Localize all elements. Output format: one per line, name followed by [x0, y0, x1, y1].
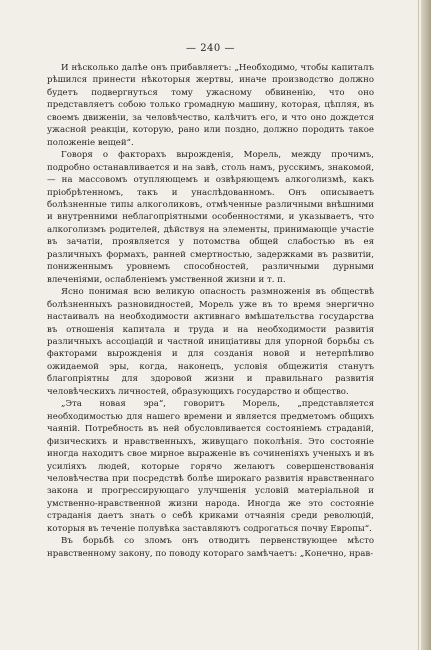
body-text — [47, 62, 374, 560]
paragraph-2: Говоря о факторахъ вырожденія, Морель, между прочимъ, подробно останавливается и на завѣ, столь намъ, русскимъ, знакомой,— на массовомъ отупляющемъ и озвѣряющемъ алкоголизмѣ, какъ пріобрѣтенномъ, такъ и унаслѣдованномъ. Онъ описываетъ болѣзненные типы алкоголиковъ, отмѣченные различными внѣшними и внутренними неблагопріятными особенностями, и указываетъ, что алкоголизмъ родителей, дѣйствуя на элементы, принимающіе участіе въ зачатіи, проявляется у потомства общей слабостью въ ея различныхъ формахъ, ранней смертностью, задержками въ развитіи, пониженнымъ уровнемъ способностей, различными дурными влеченіями, ослабленіемъ умственной жизни и т. п. — [47, 150, 374, 285]
paragraph-4: „Эта новая эра“, говоритъ Морель, „представляется необходимостью для нашего времени и является предметомъ общихъ чаяній. Потребность въ ней обусловливается состояніемъ страданій, физическихъ и нравственныхъ, живущаго поколѣнія. Это состояніе иногда находитъ свое мирное выраженіе въ сочиненіяхъ ученыхъ и въ усиліяхъ людей, которые горячо желаютъ совершенствованія человѣчества при посредствѣ болѣе широкаго развитія нравственнаго закона и прогрессирующаго улучшенія условій матеріальной и умственно-нравственной жизни народа. Иногда же это состояніе страданія даетъ знать о себѣ криками отчаянія среди революцій, которыя въ теченіе полувѣка заставляютъ содрогаться почву Европы“. — [47, 399, 374, 534]
paragraph-5: Въ борьбѣ со зломъ онъ отводитъ первенствующее мѣсто нравственному закону, по поводу котораго замѣчаетъ: „Конечно, нрав- — [47, 536, 374, 559]
paragraph-3: Ясно понимая всю великую опасность размноженія въ обществѣ болѣзненныхъ разновидностей, Морель уже въ то время энергично настаивалъ на необходимости активнаго вмѣшательства государства въ отношенія капитала и труда и на необходимости развитія различныхъ ассоціацій и частной иниціативы для упорной борьбы съ факторами вырожденія и для созданія новой и нетерпѣливо ожидаемой эры, когда, наконецъ, условія общежитія станутъ благопріятны для здоровой жизни и правильнаго развитія человѣческихъ личностей, образующихъ государство и общество. — [47, 287, 374, 397]
page-edge-line — [418, 0, 419, 650]
page-number: — 240 — — [186, 43, 235, 54]
page-edge — [421, 0, 431, 650]
paragraph-1: И нѣсколько далѣе онъ прибавляетъ: „Необходимо, чтобы капиталъ рѣшился принести нѣкоторыя жертвы, иначе производство должно будетъ подвергнуться тому ужасному обвиненію, что оно представляетъ собою только громадную машину, которая, цѣпляя, въ своемъ движеніи, за человѣчество, калѣчитъ его, и что оно дождется ужасной реакціи, которую, рано или поздно, должно породить такое положеніе вещей“. — [47, 63, 374, 148]
